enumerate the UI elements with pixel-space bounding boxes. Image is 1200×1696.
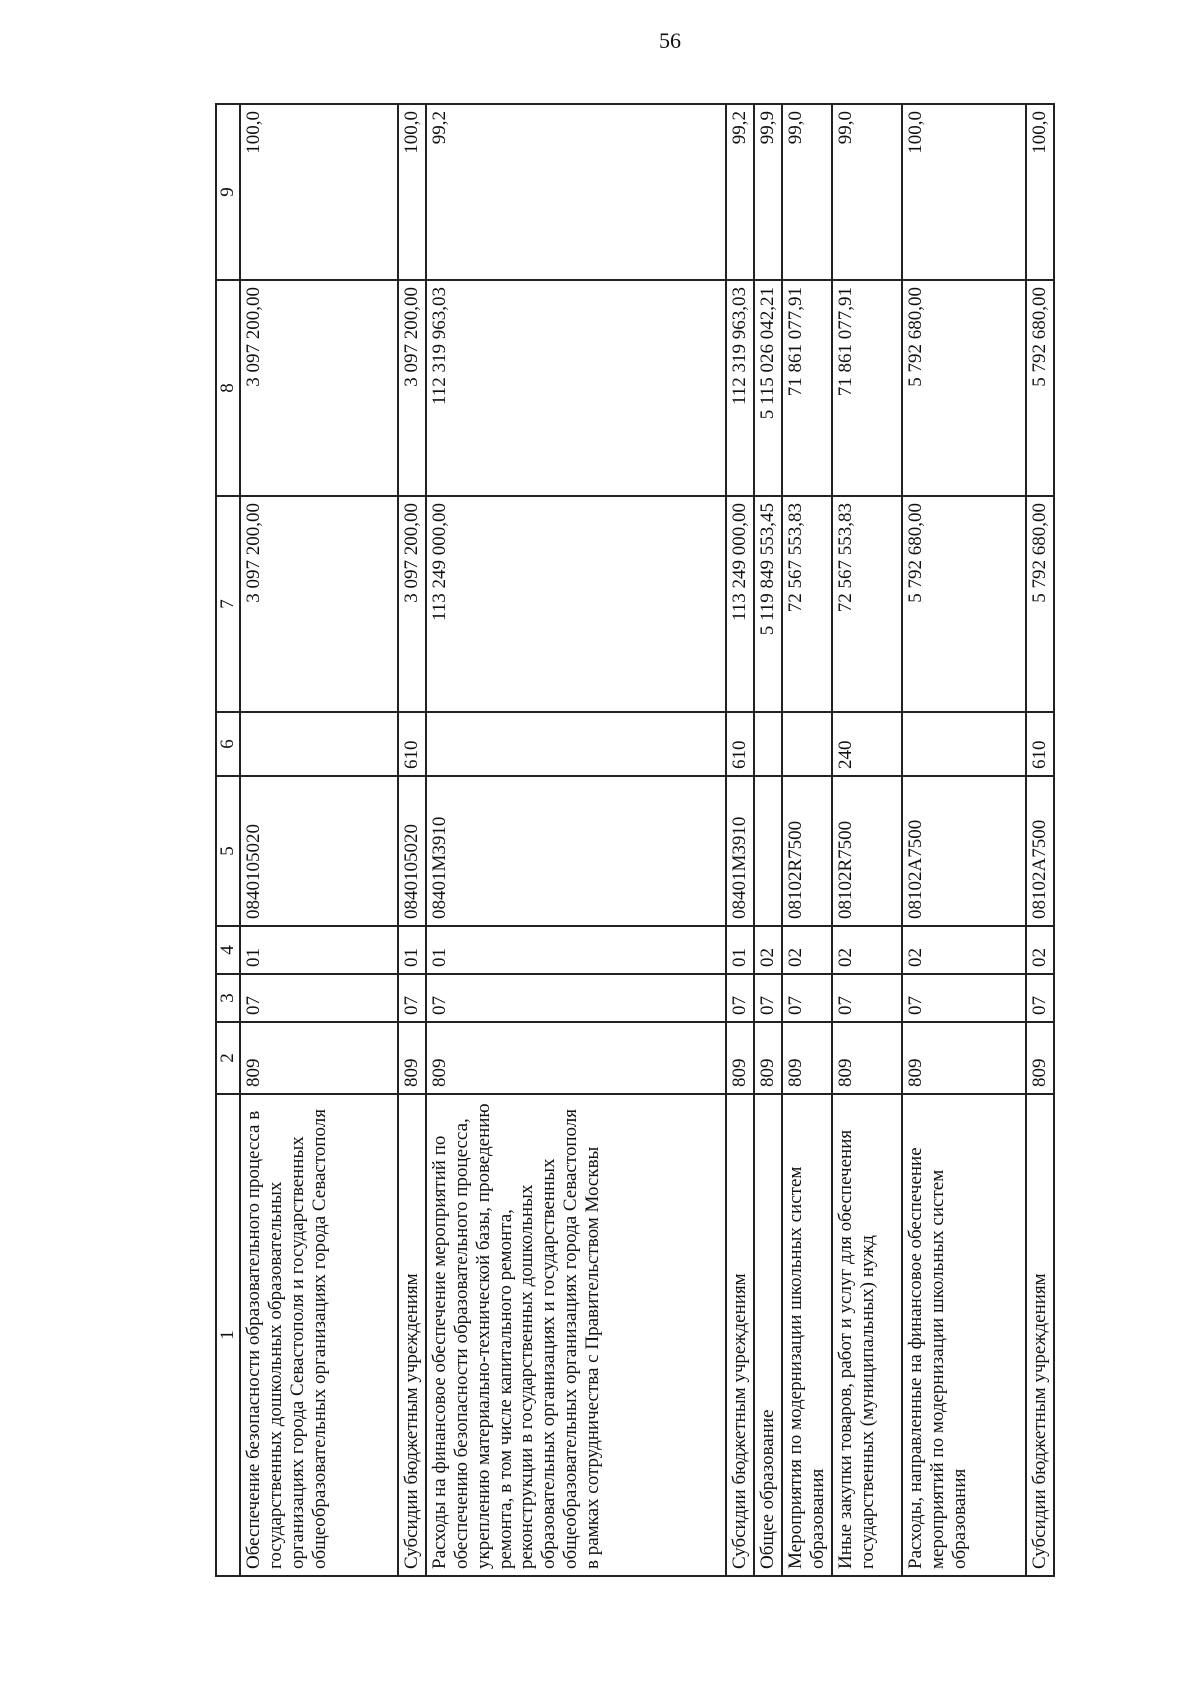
cell-ministry: 809 (1026, 1022, 1054, 1094)
header-cell: 9 (216, 104, 240, 280)
cell-name: Общее образование (754, 1094, 782, 1576)
cell-name: Обеспечение безопасности образовательного процесса в государственных дошкольных образовательных организациях города Севастополя и государственных общеобразовательных организациях города Севастополя (240, 1094, 398, 1576)
cell-executed: 112 319 963,03 (426, 280, 726, 496)
cell-planned: 5 119 849 553,45 (754, 496, 782, 712)
header-cell: 8 (216, 280, 240, 496)
cell-planned: 113 249 000,00 (726, 496, 754, 712)
table-row (902, 104, 1026, 1576)
cell-target: 08401M3910 (426, 776, 726, 926)
cell-subsection: 01 (398, 926, 426, 974)
cell-executed: 3 097 200,00 (398, 280, 426, 496)
table-row (426, 104, 726, 1576)
cell-expense-type: 610 (1026, 712, 1054, 776)
cell-executed: 5 792 680,00 (1026, 280, 1054, 496)
cell-section: 07 (426, 974, 726, 1022)
table-row (754, 104, 782, 1576)
cell-subsection: 02 (754, 926, 782, 974)
cell-planned: 72 567 553,83 (832, 496, 902, 712)
cell-name: Субсидии бюджетным учреждениям (398, 1094, 426, 1576)
table-row (240, 104, 398, 1576)
cell-planned: 3 097 200,00 (240, 496, 398, 712)
cell-name: Субсидии бюджетным учреждениям (726, 1094, 754, 1576)
cell-subsection: 02 (902, 926, 1026, 974)
cell-subsection: 02 (782, 926, 832, 974)
cell-expense-type (754, 712, 782, 776)
cell-section: 07 (832, 974, 902, 1022)
cell-subsection: 01 (426, 926, 726, 974)
cell-target: 08102R7500 (832, 776, 902, 926)
cell-section: 07 (754, 974, 782, 1022)
cell-section: 07 (398, 974, 426, 1022)
cell-percent: 100,0 (398, 104, 426, 280)
cell-section: 07 (240, 974, 398, 1022)
header-row (216, 104, 240, 1576)
cell-name: Расходы, направленные на финансовое обеспечение мероприятий по модернизации школьных систем образования (902, 1094, 1026, 1576)
cell-name: Расходы на финансовое обеспечение мероприятий по обеспечению безопасности образовательного процесса, укреплению материально-технической базы, проведению ремонта, в том числе капитального ремонта, реконструкции в государственных дошкольных образовательных организациях и государственных общеобразовательных организациях города Севастополя в рамках сотрудничества с Правительством Москвы (426, 1094, 726, 1576)
cell-executed: 112 319 963,03 (726, 280, 754, 496)
header-cell: 4 (216, 926, 240, 974)
cell-name: Мероприятия по модернизации школьных систем образования (782, 1094, 832, 1576)
cell-percent: 99,2 (426, 104, 726, 280)
cell-ministry: 809 (398, 1022, 426, 1094)
cell-name: Иные закупки товаров, работ и услуг для обеспечения государственных (муниципальных) нужд (832, 1094, 902, 1576)
cell-expense-type (426, 712, 726, 776)
cell-target: 08102A7500 (1026, 776, 1054, 926)
cell-ministry: 809 (902, 1022, 1026, 1094)
cell-section: 07 (782, 974, 832, 1022)
cell-ministry: 809 (754, 1022, 782, 1094)
cell-planned: 72 567 553,83 (782, 496, 832, 712)
cell-percent: 100,0 (240, 104, 398, 280)
cell-percent: 100,0 (1026, 104, 1054, 280)
cell-section: 07 (1026, 974, 1054, 1022)
header-cell: 3 (216, 974, 240, 1022)
header-cell: 1 (216, 1094, 240, 1576)
cell-expense-type: 610 (726, 712, 754, 776)
cell-executed: 3 097 200,00 (240, 280, 398, 496)
cell-section: 07 (902, 974, 1026, 1022)
cell-ministry: 809 (832, 1022, 902, 1094)
cell-subsection: 01 (240, 926, 398, 974)
cell-expense-type: 240 (832, 712, 902, 776)
table-row (726, 104, 754, 1576)
cell-subsection: 02 (1026, 926, 1054, 974)
cell-percent: 99,9 (754, 104, 782, 280)
cell-planned: 3 097 200,00 (398, 496, 426, 712)
cell-ministry: 809 (726, 1022, 754, 1094)
budget-table (215, 103, 1055, 1577)
header-cell: 6 (216, 712, 240, 776)
cell-planned: 113 249 000,00 (426, 496, 726, 712)
page-number: 56 (659, 28, 681, 53)
cell-subsection: 01 (726, 926, 754, 974)
table-row (1026, 104, 1054, 1576)
header-cell: 5 (216, 776, 240, 926)
table-row (782, 104, 832, 1576)
cell-target: 08102R7500 (782, 776, 832, 926)
cell-target: 0840105020 (240, 776, 398, 926)
cell-planned: 5 792 680,00 (1026, 496, 1054, 712)
cell-section: 07 (726, 974, 754, 1022)
cell-target: 0840105020 (398, 776, 426, 926)
cell-ministry: 809 (240, 1022, 398, 1094)
cell-expense-type (240, 712, 398, 776)
cell-executed: 5 115 026 042,21 (754, 280, 782, 496)
header-cell: 7 (216, 496, 240, 712)
cell-expense-type (902, 712, 1026, 776)
header-cell: 2 (216, 1022, 240, 1094)
cell-target: 08401M3910 (726, 776, 754, 926)
cell-name: Субсидии бюджетным учреждениям (1026, 1094, 1054, 1576)
cell-percent: 100,0 (902, 104, 1026, 280)
cell-ministry: 809 (782, 1022, 832, 1094)
cell-percent: 99,0 (832, 104, 902, 280)
cell-planned: 5 792 680,00 (902, 496, 1026, 712)
table-row (832, 104, 902, 1576)
cell-ministry: 809 (426, 1022, 726, 1094)
cell-executed: 5 792 680,00 (902, 280, 1026, 496)
cell-percent: 99,0 (782, 104, 832, 280)
cell-expense-type: 610 (398, 712, 426, 776)
rotated-table-container (215, 105, 1055, 1577)
cell-subsection: 02 (832, 926, 902, 974)
cell-target: 08102A7500 (902, 776, 1026, 926)
cell-executed: 71 861 077,91 (782, 280, 832, 496)
cell-executed: 71 861 077,91 (832, 280, 902, 496)
table-row (398, 104, 426, 1576)
cell-expense-type (782, 712, 832, 776)
cell-percent: 99,2 (726, 104, 754, 280)
cell-target (754, 776, 782, 926)
